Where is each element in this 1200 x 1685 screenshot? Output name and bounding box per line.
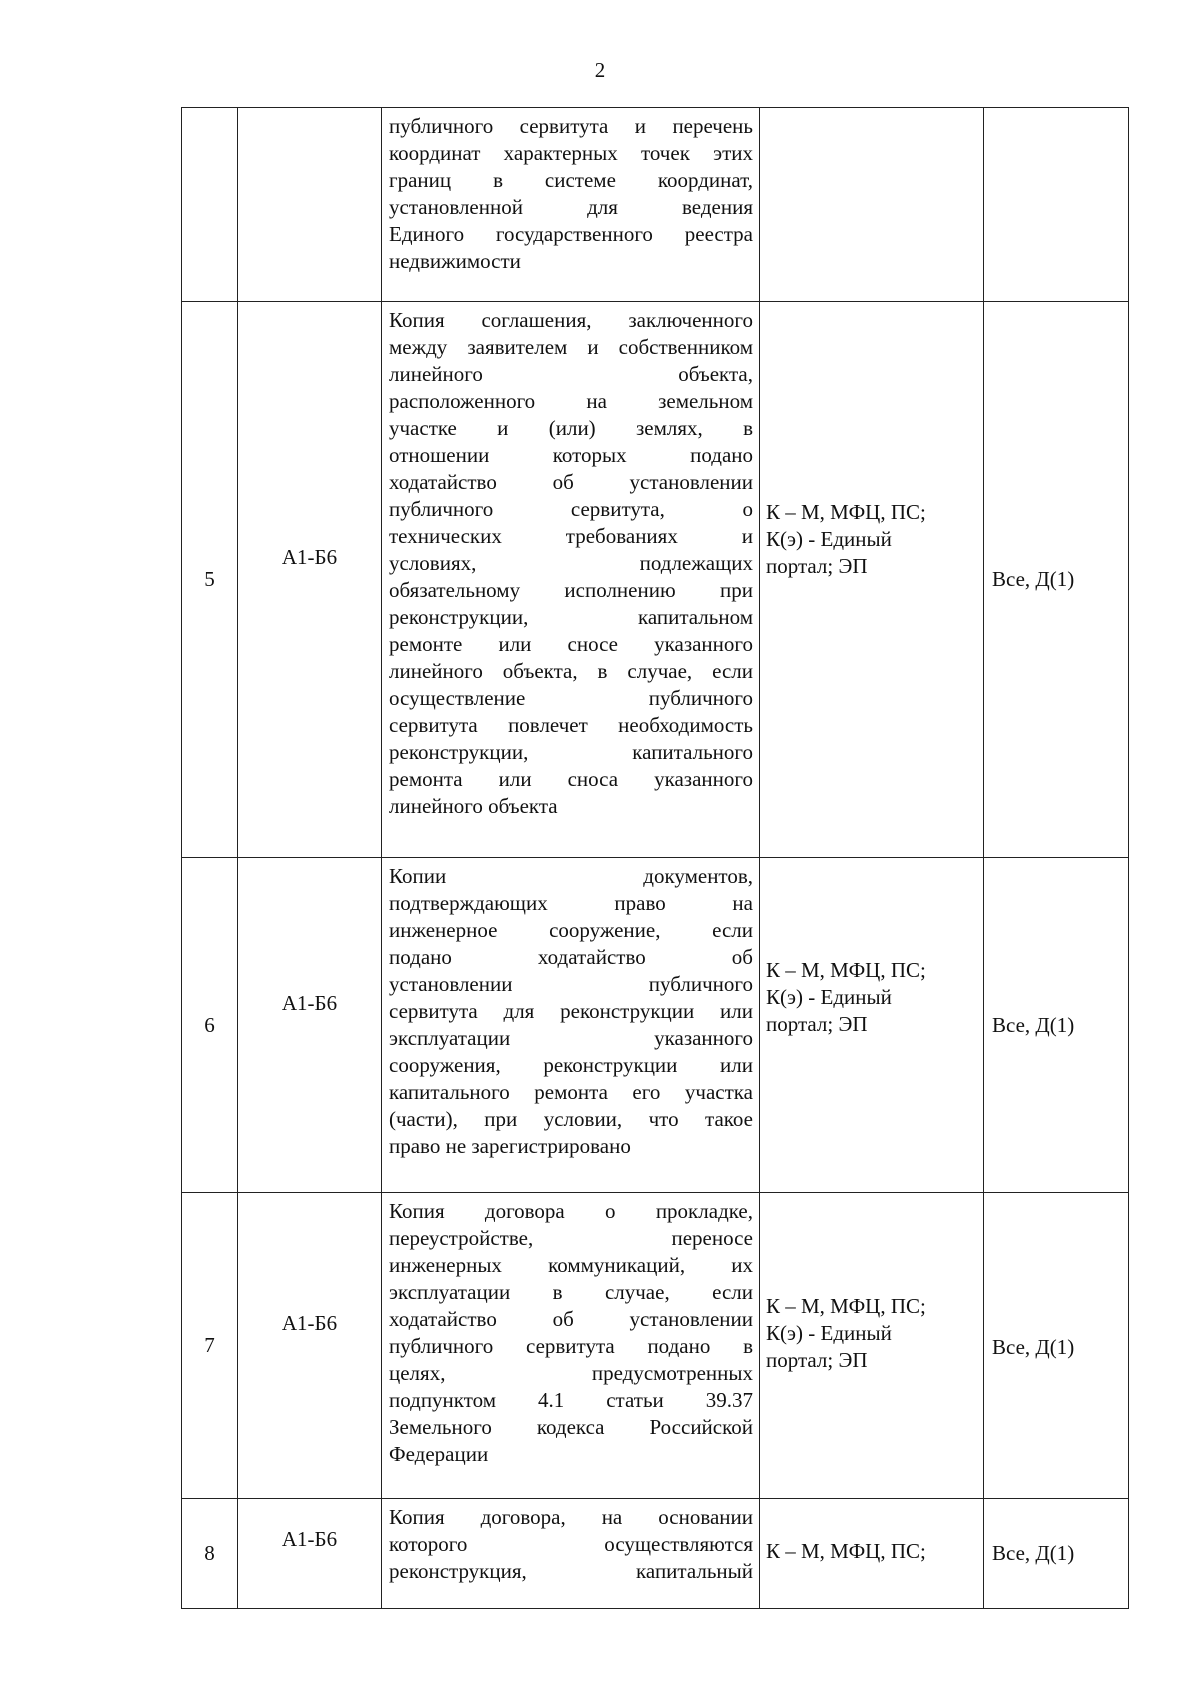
description-line: капитального ремонта его участка [389, 1080, 753, 1104]
description-line: которого осуществляются [389, 1532, 753, 1556]
row-number-cell: 8 [182, 1499, 238, 1609]
submission-channels [766, 1293, 979, 1374]
table-row [182, 858, 1129, 1193]
description-line: обязательному исполнению при [389, 578, 753, 602]
description-line: сооружения, реконструкции или [389, 1053, 753, 1077]
document-code: А1-Б6 [281, 990, 338, 1015]
applicant-category-cell [984, 858, 1129, 1193]
description-line: осуществление публичного [389, 686, 753, 710]
row-number-cell [182, 108, 238, 302]
table-row [182, 1193, 1129, 1499]
document-code-cell [238, 108, 382, 302]
applicant-category: Все, Д(1) [992, 567, 1075, 591]
description-line: подтверждающих право на [389, 891, 753, 915]
description-line: ходатайство об установлении [389, 470, 753, 494]
description-line: сервитута для реконструкции или [389, 999, 753, 1023]
document-code-cell [238, 1499, 382, 1609]
description-line: реконструкции, капитальном [389, 605, 753, 629]
document-description-cell [382, 858, 760, 1193]
description-line: Единого государственного реестра [389, 222, 753, 246]
document-code: А1-Б6 [281, 1527, 338, 1551]
submission-channel-cell [760, 1193, 984, 1499]
submission-channels [766, 1538, 979, 1565]
document-code: А1-Б6 [281, 1311, 338, 1335]
document-code: А1-Б6 [281, 545, 338, 569]
description-line: эксплуатации в случае, если [389, 1280, 753, 1304]
document-code-cell [238, 858, 382, 1193]
description-line: координат характерных точек этих [389, 141, 753, 165]
description-line: инженерное сооружение, если [389, 918, 753, 942]
description-line: Копия соглашения, заключенного [389, 308, 753, 332]
description-line: линейного объекта, [389, 362, 753, 386]
submission-channel-cell [760, 302, 984, 858]
documents-table [181, 107, 1129, 1609]
description-line: публичного сервитута и перечень [389, 114, 753, 138]
table-row [182, 108, 1129, 302]
row-number-cell: 7 [182, 1193, 238, 1499]
applicant-category: Все, Д(1) [992, 1541, 1075, 1565]
channel-line: К – М, МФЦ, ПС; [766, 1294, 926, 1318]
submission-channels [766, 957, 979, 1038]
description-line: сервитута повлечет необходимость [389, 713, 753, 737]
page-number: 2 [594, 58, 606, 82]
channel-line: К – М, МФЦ, ПС; [766, 500, 926, 524]
applicant-category: Все, Д(1) [992, 1335, 1075, 1359]
submission-channel-cell [760, 858, 984, 1193]
description-line: ремонта или сноса указанного [389, 767, 753, 791]
description-line: Копия договора о прокладке, [389, 1199, 753, 1223]
description-line: участке и (или) землях, в [389, 416, 753, 440]
description-line: эксплуатации указанного [389, 1026, 753, 1050]
description-line: реконструкции, капитального [389, 740, 753, 764]
description-line: публичного сервитута подано в [389, 1334, 753, 1358]
channel-line: К(э) - Единый [766, 984, 892, 1009]
document-description-cell [382, 302, 760, 858]
description-line: Копия договора, на основании [389, 1505, 753, 1529]
description-line: (части), при условии, что такое [389, 1107, 753, 1131]
description-line: реконструкция, капитальный [389, 1559, 753, 1583]
description-line: ремонте или сносе указанного [389, 632, 753, 656]
channel-line: К – М, МФЦ, ПС; [766, 1539, 926, 1563]
description-line: отношении которых подано [389, 443, 753, 467]
row-number-cell: 6 [182, 858, 238, 1193]
description-line: право не зарегистрировано [389, 1134, 631, 1158]
channel-line: портал; ЭП [766, 554, 868, 578]
description-line: подано ходатайство об [389, 945, 753, 969]
description-line: Земельного кодекса Российской [389, 1415, 753, 1439]
row-number-cell: 5 [182, 302, 238, 858]
description-line: между заявителем и собственником [389, 335, 753, 359]
channel-line: К – М, МФЦ, ПС; [766, 957, 926, 982]
applicant-category-cell [984, 302, 1129, 858]
submission-channels [766, 499, 979, 580]
description-line: условиях, подлежащих [389, 551, 753, 575]
document-description-cell [382, 1193, 760, 1499]
table-row [182, 302, 1129, 858]
description-line: ходатайство об установлении [389, 1307, 753, 1331]
description-line: технических требованиях и [389, 524, 753, 548]
applicant-category-cell [984, 1499, 1129, 1609]
description-line: публичного сервитута, о [389, 497, 753, 521]
description-line: Копии документов, [389, 864, 753, 888]
table-row [182, 1499, 1129, 1609]
document-description-cell [382, 108, 760, 302]
documents-table-body [182, 108, 1129, 1609]
channel-line: портал; ЭП [766, 1011, 868, 1036]
submission-channel-cell [760, 1499, 984, 1609]
description-line: инженерных коммуникаций, их [389, 1253, 753, 1277]
document-description-cell [382, 1499, 760, 1609]
description-line: целях, предусмотренных [389, 1361, 753, 1385]
description-line: Федерации [389, 1442, 489, 1466]
channel-line: портал; ЭП [766, 1348, 868, 1372]
description-line: расположенного на земельном [389, 389, 753, 413]
description-line: линейного объекта [389, 794, 558, 818]
description-line: переустройстве, переносе [389, 1226, 753, 1250]
channel-line: К(э) - Единый [766, 1321, 892, 1345]
document-code-cell [238, 302, 382, 858]
channel-line: К(э) - Единый [766, 527, 892, 551]
applicant-category: Все, Д(1) [992, 1012, 1075, 1037]
description-line: установлении публичного [389, 972, 753, 996]
applicant-category-cell [984, 108, 1129, 302]
description-line: недвижимости [389, 249, 521, 273]
description-line: линейного объекта, в случае, если [389, 659, 753, 683]
description-line: границ в системе координат, [389, 168, 753, 192]
applicant-category-cell [984, 1193, 1129, 1499]
document-code-cell [238, 1193, 382, 1499]
submission-channel-cell [760, 108, 984, 302]
description-line: установленной для ведения [389, 195, 753, 219]
description-line: подпунктом 4.1 статьи 39.37 [389, 1388, 753, 1412]
